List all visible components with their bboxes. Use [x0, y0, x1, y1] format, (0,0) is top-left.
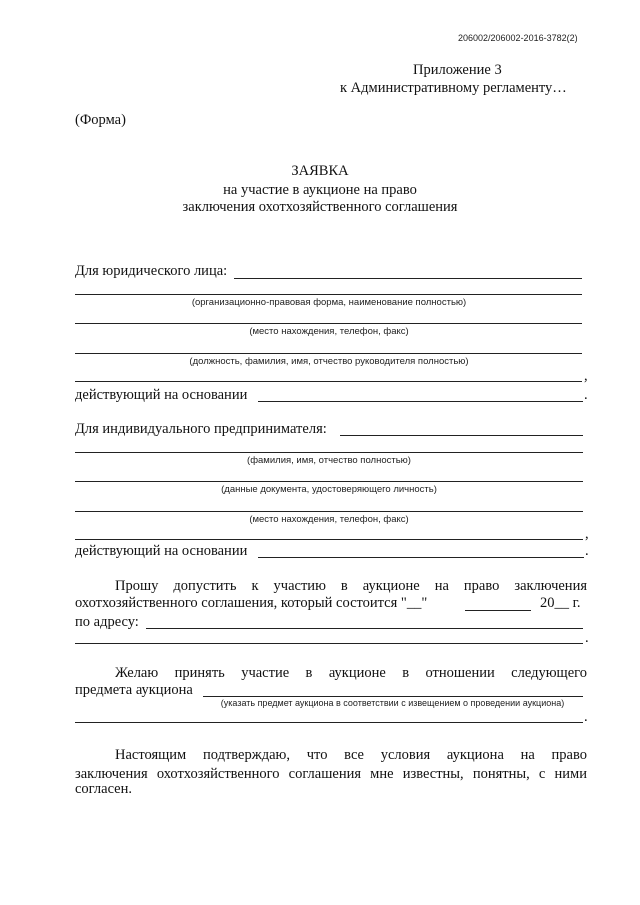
confirm-line-1: Настоящим подтверждаю, что все условия аукциона на право: [115, 747, 587, 763]
address-field-1[interactable]: [146, 628, 583, 629]
form-label: (Форма): [75, 112, 126, 128]
auction-subject-field-2[interactable]: [75, 722, 583, 723]
document-subtitle-1: на участие в аукционе на право: [223, 182, 417, 198]
request-line-1: Прошу допустить к участию в аукционе на право заключения: [115, 578, 587, 594]
individual-period: .: [585, 543, 589, 559]
individual-field-2[interactable]: [75, 452, 583, 453]
legal-entity-caption-head: (должность, фамилия, имя, отчество руководителя полностью): [189, 356, 469, 367]
address-label: по адресу:: [75, 614, 139, 630]
confirm-line-2: заключения охотхозяйственного соглашения мне известны, понятны, с ними: [75, 766, 587, 782]
individual-label: Для индивидуального предпринимателя:: [75, 421, 327, 437]
legal-entity-label: Для юридического лица:: [75, 263, 228, 279]
legal-entity-field-1[interactable]: [234, 278, 582, 279]
individual-caption-name: (фамилия, имя, отчество полностью): [247, 455, 411, 466]
appendix-number: Приложение 3: [413, 62, 502, 78]
wish-period: .: [584, 709, 588, 725]
legal-entity-period: .: [584, 387, 588, 403]
auction-date-field[interactable]: [465, 610, 531, 611]
individual-caption-location: (место нахождения, телефон, факс): [249, 514, 409, 525]
individual-field-5[interactable]: [75, 539, 583, 540]
individual-field-1[interactable]: [340, 435, 583, 436]
wish-line-2: предмета аукциона: [75, 682, 193, 698]
legal-entity-field-3[interactable]: [75, 323, 582, 324]
document-subtitle-2: заключения охотхозяйственного соглашения: [182, 199, 458, 215]
individual-caption-document: (данные документа, удостоверяющего личность): [221, 484, 437, 495]
individual-acting-label: действующий на основании: [75, 543, 248, 559]
legal-entity-field-4[interactable]: [75, 353, 582, 354]
legal-entity-acting-label: действующий на основании: [75, 387, 248, 403]
individual-acting-field[interactable]: [258, 557, 584, 558]
auction-subject-field[interactable]: [203, 696, 583, 697]
individual-field-4[interactable]: [75, 511, 583, 512]
confirm-line-3: согласен.: [75, 781, 133, 797]
request-line-2-year: 20__ г.: [540, 595, 581, 611]
document-id: 206002/206002-2016-3782(2): [458, 33, 578, 43]
request-line-2-start: охотхозяйственного соглашения, который состоится "__": [75, 595, 428, 611]
legal-entity-field-2[interactable]: [75, 294, 582, 295]
address-period: .: [585, 630, 589, 646]
individual-field-3[interactable]: [75, 481, 583, 482]
document-title: ЗАЯВКА: [291, 163, 349, 179]
appendix-reference: к Административному регламенту…: [340, 80, 567, 96]
individual-comma: ,: [585, 526, 589, 542]
legal-entity-field-5[interactable]: [75, 381, 582, 382]
legal-entity-caption-location: (место нахождения, телефон, факс): [249, 326, 409, 337]
wish-line-1: Желаю принять участие в аукционе в отношении следующего: [115, 665, 587, 681]
auction-subject-caption: (указать предмет аукциона в соответствии с извещением о проведении аукциона): [220, 698, 565, 708]
address-field-2[interactable]: [75, 643, 583, 644]
legal-entity-caption-name: (организационно-правовая форма, наименование полностью): [191, 297, 467, 308]
legal-entity-acting-field[interactable]: [258, 401, 583, 402]
legal-entity-comma: ,: [584, 368, 588, 384]
